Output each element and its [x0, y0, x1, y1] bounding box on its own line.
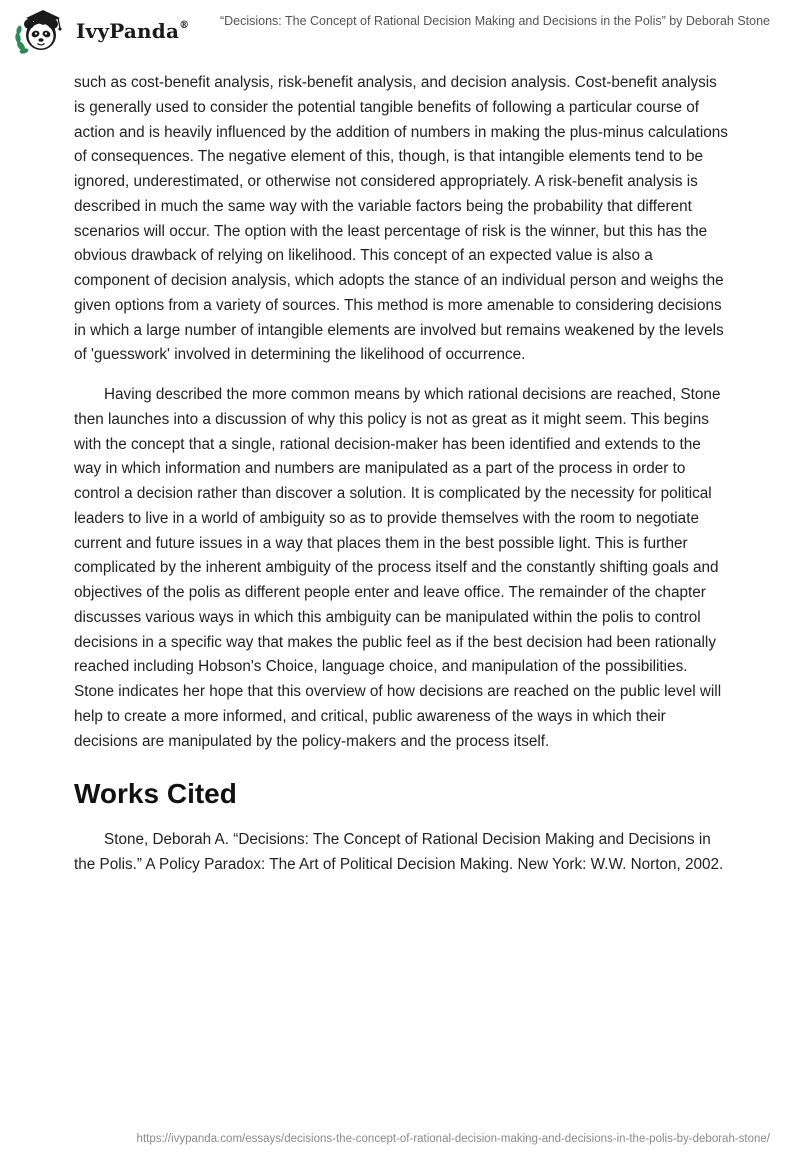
body-paragraph: Having described the more common means by which rational decisions are reached, Stone then launches into a discussion of why this policy is not as great as it might seem. This begins with the concept that a single, rational decision-maker has been identified and extends to the way in which information and numbers are manipulated as a part of the process in order to control a decision rather than discover a solution. It is complicated by the necessity for political leaders to live in a world of ambiguity so as to provide themselves with the room to negotiate current and future issues in a way that places them in the best possible light. This is further complicated by the inherent ambiguity of the process itself and the constantly shifting goals and objectives of the polis as different people enter and leave office. The remainder of the chapter discusses various ways in which this ambiguity can be manipulated within the polis to control decisions in a specific way that makes the public feel as if the best decision had been rationally reached including Hobson's Choice, language choice, and manipulation of the possibilities. Stone indicates her hope that this overview of how decisions are reached on the public level will help to create a more informed, and critical, public awareness of the ways in which their decisions are manipulated by the policy-makers and the process itself.	[74, 386, 722, 750]
panda-graduate-icon	[14, 8, 72, 54]
brand-name: IvyPanda®	[76, 19, 190, 43]
essay-content	[74, 71, 728, 878]
page-header	[0, 0, 800, 60]
ivypanda-logo[interactable]	[14, 8, 189, 54]
body-paragraph: such as cost-benefit analysis, risk-benefit analysis, and decision analysis. Cost-benefit analysis is generally used to consider the potential tangible benefits of following a particular course of action and is heavily influenced by the addition of numbers in making the plus-minus calculations of consequences. The negative element of this, though, is that intangible elements tend to be ignored, underestimated, or otherwise not considered appropriately. A risk-benefit analysis is described in much the same way with the variable factors being the probability that different scenarios will occur. The option with the least percentage of risk is the winner, but this has the obvious drawback of relying on likelihood. This concept of an expected value is also a component of decision analysis, which adopts the stance of an individual person and weighs the given options from a variety of sources. This method is more amenable to considering decisions in which a large number of intangible elements are involved but remains weakened by the levels of 'guesswork' involved in determining the likelihood of occurrence.	[74, 74, 728, 364]
source-url[interactable]: https://ivypanda.com/essays/decisions-the-concept-of-rational-decision-making-and-decisions-in-the-polis-by-deborah-stone/	[136, 1133, 770, 1145]
citation-entry: Stone, Deborah A. “Decisions: The Concept of Rational Decision Making and Decisions in the Polis.” A Policy Paradox: The Art of Political Decision Making. New York: W.W. Norton, 2002.	[74, 831, 724, 873]
works-cited-heading: Works Cited	[74, 778, 237, 810]
document-title: “Decisions: The Concept of Rational Decision Making and Decisions in the Polis” by Deborah Stone	[219, 14, 770, 28]
